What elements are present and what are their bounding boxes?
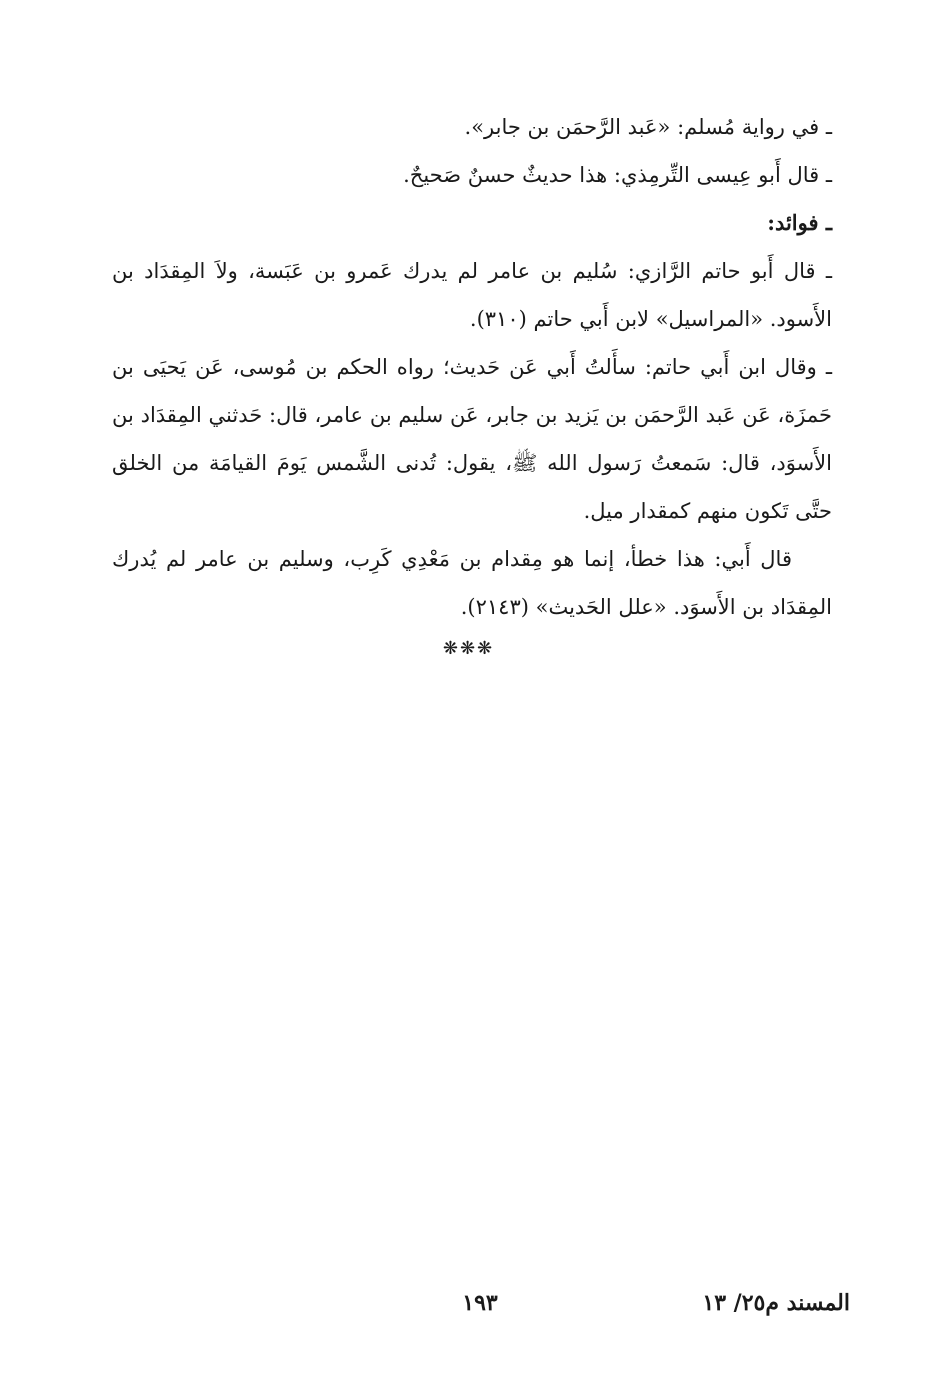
narration-note-muslim: ـ في رواية مُسلم: «عَبد الرَّحمَن بن جابر».: [464, 115, 832, 139]
paragraph-qala-abi: قال أَبي: هذا خطأ، إنما هو مِقدام بن مَعْدِي كَرِب، وسليم بن عامر لم يُدرك المِقدَاد بن الأَسوَد. «علل الحَديث» (٢١٤٣).: [112, 547, 832, 619]
tirmidhi-verdict: ـ قال أَبو عِيسى التِّرمِذي: هذا حديثٌ حسنٌ صَحيحٌ.: [403, 163, 832, 187]
body-text: [112, 103, 832, 631]
section-heading-benefits: ـ فوائد:: [767, 210, 832, 235]
paragraph-ibn-abi-hatim: ـ وقال ابن أَبي حاتم: سأَلتُ أَبي عَن حَديث؛ رواه الحكم بن مُوسى، عَن يَحيَى بن حَمزَة، عَن عَبد الرَّحمَن بن يَزيد بن جابر، عَن سليم بن عامر، قال: حَدثني المِقدَاد بن الأَسوَد، قال: سَمعتُ رَسول الله ﷺ، يقول: تُدنى الشَّمس يَومَ القيامَة من الخلق حتَّى تَكون منهم كمقدار ميل.: [112, 355, 832, 523]
page-number: ١٩٣: [462, 1290, 498, 1316]
section-separator: ❋❋❋: [442, 638, 495, 659]
printer-signature: المسند م٢٥/ ١٣: [702, 1290, 850, 1316]
paragraph-abu-hatim: ـ قال أَبو حاتم الرَّازي: سُليم بن عامر لم يدرك عَمرو بن عَبَسة، ولاَ المِقدَاد بن الأَسود. «المراسيل» لابن أَبي حاتم (٣١٠).: [112, 259, 832, 331]
